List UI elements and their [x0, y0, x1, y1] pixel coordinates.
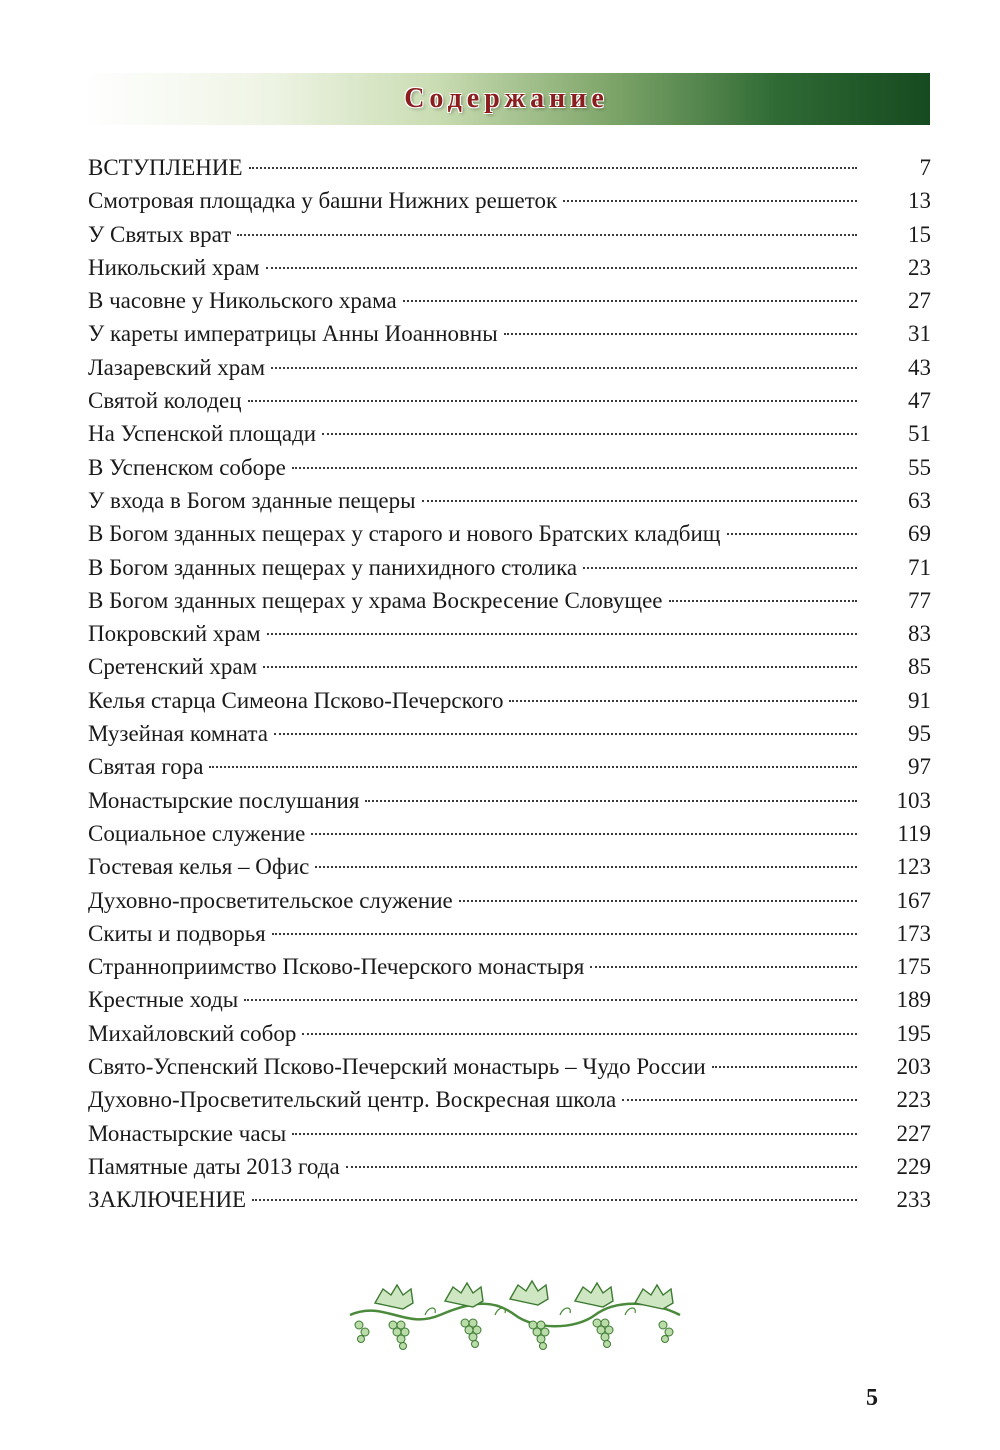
- toc-dot-leader: [292, 467, 857, 469]
- toc-entry-page: 15: [908, 221, 931, 247]
- toc-entry-title: Социальное служение: [88, 820, 306, 846]
- toc-dot-leader: [509, 700, 857, 702]
- toc-entry-page: 55: [908, 454, 931, 480]
- toc-entry-page: 203: [896, 1054, 931, 1080]
- toc-entry-page: 85: [908, 654, 931, 680]
- toc-entry-page: 227: [896, 1120, 931, 1146]
- toc-entry: [88, 488, 931, 521]
- toc-entry-page: 23: [908, 254, 931, 280]
- toc-entry-title: Покровский храм: [88, 621, 261, 647]
- toc-entry: [88, 155, 931, 188]
- toc-entry: [88, 421, 931, 454]
- toc-dot-leader: [292, 1133, 857, 1135]
- toc-entry-title: В Богом зданных пещерах у старого и нового Братских кладбищ: [88, 521, 721, 547]
- toc-entry: [88, 388, 931, 421]
- toc-entry-page: 223: [896, 1087, 931, 1113]
- toc-entry: [88, 821, 931, 854]
- header-band: [83, 73, 930, 125]
- toc-dot-leader: [267, 633, 857, 635]
- toc-dot-leader: [346, 1166, 857, 1168]
- toc-entry-page: 31: [908, 321, 931, 347]
- toc-entry: [88, 621, 931, 654]
- toc-entry-page: 47: [908, 388, 931, 414]
- toc-dot-leader: [252, 1199, 857, 1201]
- grapevine-ornament-icon: [345, 1275, 685, 1355]
- toc-entry-title: У входа в Богом зданные пещеры: [88, 487, 416, 513]
- toc-dot-leader: [311, 833, 857, 835]
- toc-dot-leader: [583, 567, 857, 569]
- toc-entry: [88, 521, 931, 554]
- table-of-contents: [88, 155, 931, 1221]
- toc-entry-title: В часовне у Никольского храма: [88, 288, 397, 314]
- toc-dot-leader: [302, 1033, 857, 1035]
- toc-entry-title: Никольский храм: [88, 254, 260, 280]
- toc-dot-leader: [622, 1099, 857, 1101]
- toc-entry-title: Свято-Успенский Псково-Печерский монастырь – Чудо России: [88, 1054, 706, 1080]
- toc-dot-leader: [248, 400, 857, 402]
- toc-dot-leader: [263, 666, 857, 668]
- toc-entry-page: 175: [896, 954, 931, 980]
- toc-entry: [88, 1087, 931, 1120]
- toc-dot-leader: [422, 500, 857, 502]
- toc-dot-leader: [563, 200, 857, 202]
- toc-entry: [88, 954, 931, 987]
- toc-dot-leader: [590, 966, 857, 968]
- toc-entry: [88, 1121, 931, 1154]
- toc-entry-page: 63: [908, 487, 931, 513]
- toc-entry-page: 195: [896, 1020, 931, 1046]
- toc-entry-title: Смотровая площадка у башни Нижних решеток: [88, 188, 558, 214]
- toc-entry-page: 229: [896, 1153, 931, 1179]
- toc-entry: [88, 455, 931, 488]
- toc-entry-title: Сретенский храм: [88, 654, 258, 680]
- toc-dot-leader: [403, 300, 857, 302]
- toc-entry-page: 91: [908, 687, 931, 713]
- toc-entry: [88, 222, 931, 255]
- toc-entry: [88, 555, 931, 588]
- toc-entry-title: Святой колодец: [88, 388, 242, 414]
- toc-entry-title: Памятные даты 2013 года: [88, 1153, 340, 1179]
- toc-entry-title: Святая гора: [88, 754, 204, 780]
- page-title: Содержание: [404, 83, 609, 114]
- toc-entry-title: Гостевая келья – Офис: [88, 854, 310, 880]
- toc-entry: [88, 188, 931, 221]
- toc-dot-leader: [712, 1066, 857, 1068]
- toc-entry-page: 189: [896, 987, 931, 1013]
- toc-entry-page: 69: [908, 521, 931, 547]
- toc-dot-leader: [209, 766, 857, 768]
- toc-entry-title: В Богом зданных пещерах у храма Воскресение Словущее: [88, 587, 663, 613]
- toc-entry-title: Духовно-просветительское служение: [88, 887, 453, 913]
- toc-entry: [88, 754, 931, 787]
- toc-entry-page: 167: [896, 887, 931, 913]
- toc-entry: [88, 588, 931, 621]
- toc-entry-title: Крестные ходы: [88, 987, 239, 1013]
- toc-entry-title: Странноприимство Псково-Печерского монастыря: [88, 954, 585, 980]
- toc-entry: [88, 355, 931, 388]
- toc-dot-leader: [727, 533, 858, 535]
- toc-dot-leader: [315, 866, 857, 868]
- toc-dot-leader: [504, 333, 857, 335]
- toc-entry-title: Монастырские часы: [88, 1120, 287, 1146]
- toc-entry-title: Михайловский собор: [88, 1020, 297, 1046]
- toc-entry-title: Скиты и подворья: [88, 920, 266, 946]
- toc-entry-page: 103: [896, 787, 931, 813]
- toc-entry: [88, 1054, 931, 1087]
- page-number: 5: [866, 1385, 878, 1411]
- toc-entry-page: 43: [908, 354, 931, 380]
- toc-dot-leader: [459, 900, 857, 902]
- toc-entry: [88, 1187, 931, 1220]
- toc-dot-leader: [244, 999, 857, 1001]
- toc-entry-title: Монастырские послушания: [88, 787, 360, 813]
- toc-entry-page: 27: [908, 288, 931, 314]
- toc-entry-page: 77: [908, 587, 931, 613]
- toc-entry: [88, 321, 931, 354]
- toc-dot-leader: [274, 733, 857, 735]
- toc-entry: [88, 1154, 931, 1187]
- toc-dot-leader: [249, 167, 857, 169]
- toc-entry: [88, 688, 931, 721]
- toc-entry: [88, 721, 931, 754]
- toc-dot-leader: [237, 234, 857, 236]
- toc-entry: [88, 888, 931, 921]
- toc-entry: [88, 987, 931, 1020]
- toc-entry-page: 123: [896, 854, 931, 880]
- toc-entry-page: 51: [908, 421, 931, 447]
- toc-entry-title: ВСТУПЛЕНИЕ: [88, 155, 243, 180]
- toc-entry-page: 7: [919, 155, 931, 180]
- toc-dot-leader: [669, 600, 857, 602]
- toc-entry-title: В Богом зданных пещерах у панихидного столика: [88, 554, 578, 580]
- toc-entry: [88, 921, 931, 954]
- toc-entry-title: Келья старца Симеона Псково-Печерского: [88, 687, 504, 713]
- toc-entry-title: ЗАКЛЮЧЕНИЕ: [88, 1187, 247, 1213]
- toc-entry-page: 71: [908, 554, 931, 580]
- toc-entry-page: 95: [908, 721, 931, 747]
- toc-entry-page: 173: [896, 920, 931, 946]
- toc-entry-title: Лазаревский храм: [88, 354, 266, 380]
- toc-entry-page: 119: [897, 820, 931, 846]
- toc-entry: [88, 255, 931, 288]
- toc-entry: [88, 654, 931, 687]
- toc-entry-title: Духовно-Просветительский центр. Воскресная школа: [88, 1087, 617, 1113]
- toc-entry-title: У кареты императрицы Анны Иоанновны: [88, 321, 498, 347]
- toc-entry-page: 13: [908, 188, 931, 214]
- toc-entry-title: У Святых врат: [88, 221, 232, 247]
- toc-entry: [88, 1021, 931, 1054]
- toc-dot-leader: [271, 367, 857, 369]
- toc-entry: [88, 788, 931, 821]
- toc-dot-leader: [322, 433, 857, 435]
- toc-entry: [88, 854, 931, 887]
- toc-entry-title: На Успенской площади: [88, 421, 317, 447]
- toc-entry-page: 83: [908, 621, 931, 647]
- toc-entry-page: 97: [908, 754, 931, 780]
- toc-entry-title: В Успенском соборе: [88, 454, 286, 480]
- toc-dot-leader: [365, 800, 857, 802]
- toc-dot-leader: [272, 933, 857, 935]
- toc-entry: [88, 288, 931, 321]
- toc-entry-title: Музейная комната: [88, 721, 268, 747]
- toc-dot-leader: [266, 267, 857, 269]
- toc-entry-page: 233: [896, 1187, 931, 1213]
